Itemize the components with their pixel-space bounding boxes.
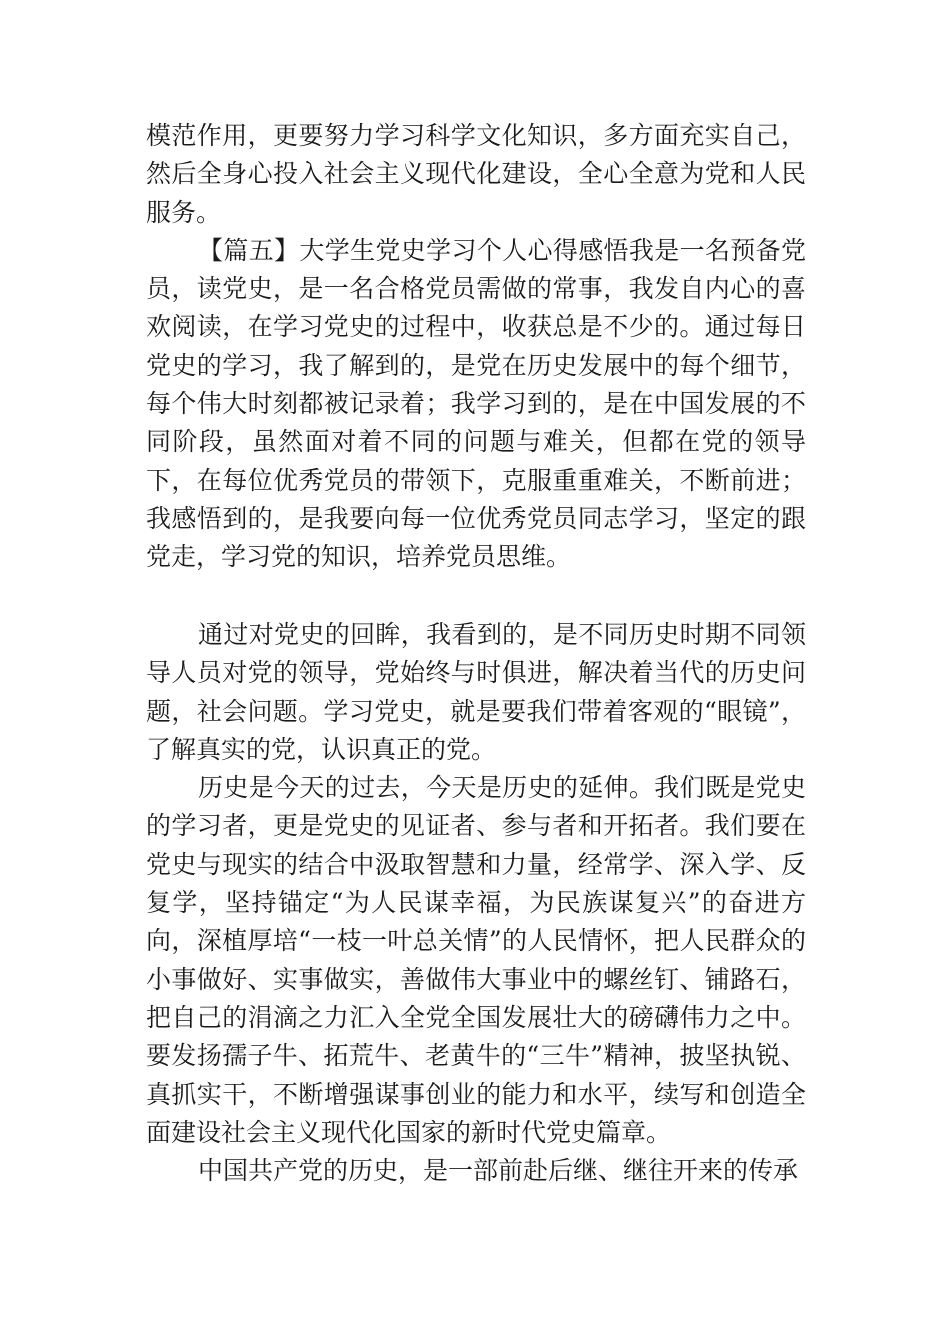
paragraph-continuation: 模范作用，更要努力学习科学文化知识，多方面充实自己，然后全身心投入社会主义现代化建设，全心全意为党和人民服务。 [146,121,806,227]
paragraph-history: 历史是今天的过去，今天是历史的延伸。我们既是党史的学习者，更是党史的见证者、参与者和开拓者。我们要在党史与现实的结合中汲取智慧和力量，经常学、深入学、反复学，坚持锚定“为人民谋幸福，为民族谋复兴”的奋进方向，深植厚培“一枝一叶总关情”的人民情怀，把人民群众的小事做好、实事做实，善做伟大事业中的螺丝钉、铺路石，把自己的涓滴之力汇入全党全国发展壮大的磅礴伟力之中。要发扬孺子牛、拓荒牛、老黄牛的“三牛”精神，披坚执锐、真抓实干，不断增强谋事创业的能力和水平，续写和创造全面建设社会主义现代化国家的新时代党史篇章。 [146,773,806,1147]
text-section-top [146,117,806,577]
text-section-bottom [146,616,806,1190]
paragraph-legacy: 中国共产党的历史，是一部前赴后继、继往开来的传承 [198,1156,799,1186]
paragraph-part-five: 【篇五】大学生党史学习个人心得感悟我是一名预备党员，读党史，是一名合格党员需做的常事，我发自内心的喜欢阅读，在学习党史的过程中，收获总是不少的。通过每日党史的学习，我了解到的，是党在历史发展中的每个细节，每个伟大时刻都被记录着；我学习到的，是在中国发展的不同阶段，虽然面对着不同的问题与难关，但都在党的领导下，在每位优秀党员的带领下，克服重重难关，不断前进；我感悟到的，是我要向每一位优秀党员同志学习，坚定的跟党走，学习党的知识，培养党员思维。 [146,235,806,572]
paragraph-review: 通过对党史的回眸，我看到的，是不同历史时期不同领导人员对党的领导，党始终与时俱进，解决着当代的历史问题，社会问题。学习党史，就是要我们带着客观的“眼镜”，了解真实的党，认识真正的党。 [146,620,806,764]
